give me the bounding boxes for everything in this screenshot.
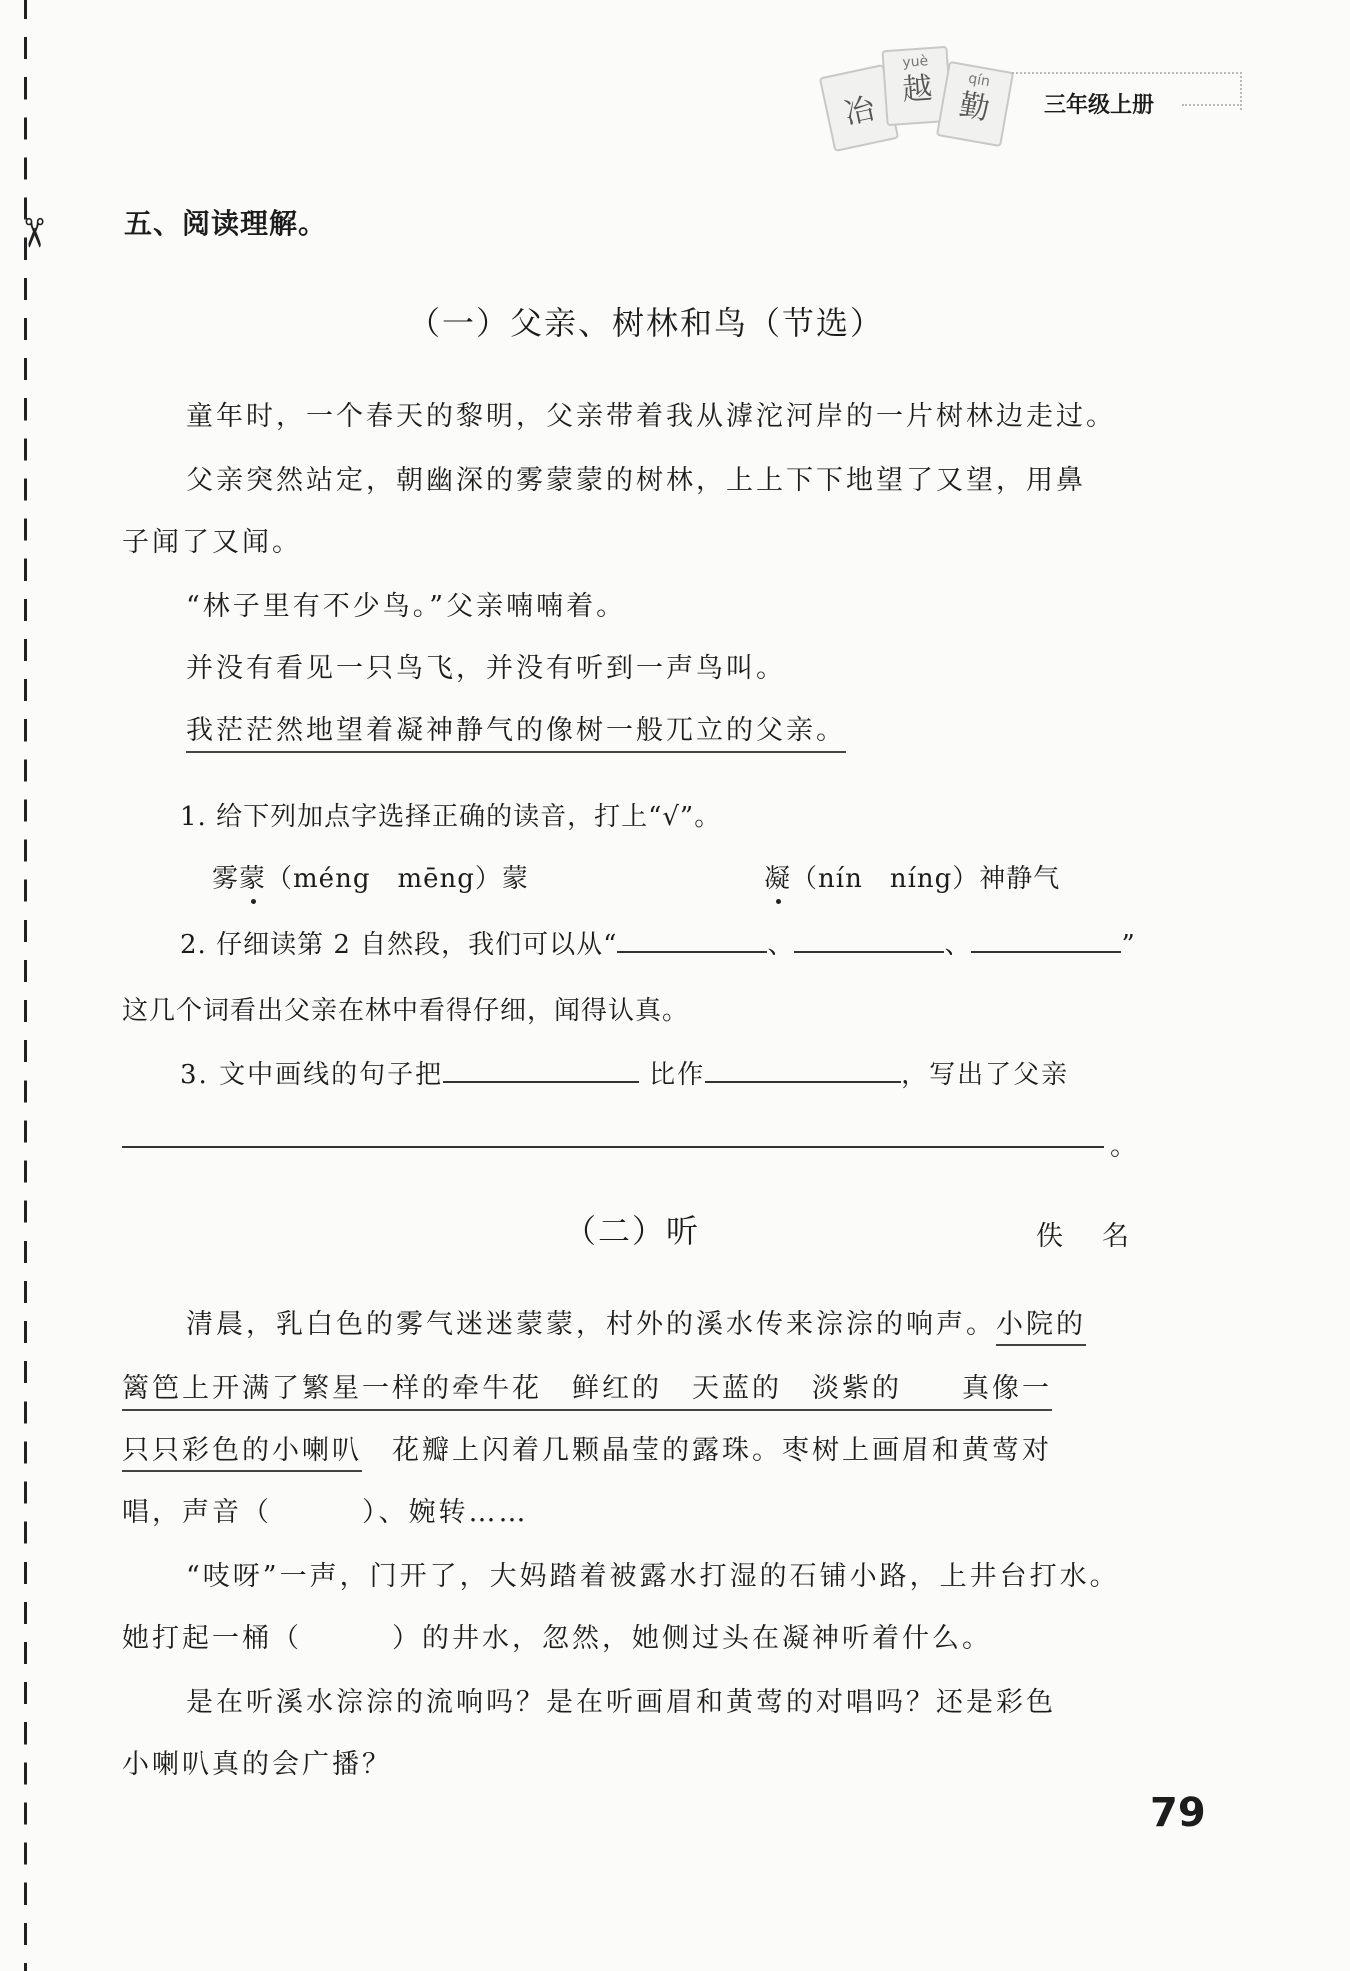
logo-card: yuè 越 bbox=[881, 46, 952, 126]
underlined-sentence: 我茫茫然地望着凝神静气的像树一般兀立的父亲。 bbox=[186, 708, 846, 753]
series-logo bbox=[826, 40, 1016, 160]
underlined-sentence: 篱笆上开满了繁星一样的牵牛花 鲜红的 天蓝的 淡紫的 真像一 bbox=[122, 1366, 1052, 1411]
answer-line[interactable] bbox=[122, 1146, 1104, 1148]
question-3: 3. 文中画线的句子把 比作 ，写出了父亲 bbox=[180, 1060, 1070, 1090]
story1-paragraph: 父亲突然站定，朝幽深的雾蒙蒙的树林，上上下下地望了又望，用鼻 bbox=[186, 465, 1086, 496]
story1-title: （一）父亲、树林和鸟（节选） bbox=[408, 304, 885, 342]
story1-paragraph: “林子里有不少鸟。”父亲喃喃着。 bbox=[186, 591, 627, 622]
cut-line bbox=[24, 0, 27, 1971]
story2-paragraph: 她打起一桶（ ）的井水，忽然，她侧过头在凝神听着什么。 bbox=[122, 1623, 992, 1654]
answer-blank[interactable] bbox=[617, 929, 767, 953]
logo-card: 冶 bbox=[819, 64, 899, 152]
answer-blank[interactable] bbox=[443, 1059, 639, 1083]
story2-paragraph: 唱，声音（ ）、婉转…… bbox=[122, 1497, 529, 1528]
answer-period: 。 bbox=[1110, 1131, 1140, 1162]
scissors-icon: ✂ bbox=[9, 216, 56, 250]
answer-blank[interactable] bbox=[705, 1059, 901, 1083]
grade-label: 三年级上册 bbox=[1044, 93, 1155, 118]
story1-paragraph: 并没有看见一只鸟飞，并没有听到一声鸟叫。 bbox=[186, 653, 786, 684]
question-1: 1. 给下列加点字选择正确的读音，打上“√”。 bbox=[180, 802, 722, 832]
question-1-option-b: 凝（nín níng）神静气 bbox=[764, 864, 1061, 894]
question-2-continuation: 这几个词看出父亲在林中看得仔细，闻得认真。 bbox=[122, 996, 690, 1026]
story2-title: （二）听 bbox=[564, 1212, 701, 1250]
page-number: 79 bbox=[1150, 1790, 1206, 1836]
story2-author: 佚 名 bbox=[1036, 1221, 1135, 1252]
story2-paragraph: 清晨，乳白色的雾气迷迷蒙蒙，村外的溪水传来淙淙的响声。小院的 bbox=[186, 1302, 1086, 1341]
story2-paragraph: 小喇叭真的会广播？ bbox=[122, 1749, 392, 1780]
story1-paragraph: 童年时，一个春天的黎明，父亲带着我从滹沱河岸的一片树林边走过。 bbox=[186, 401, 1116, 432]
logo-card: qín 勤 bbox=[936, 61, 1014, 147]
story2-paragraph: 是在听溪水淙淙的流响吗？是在听画眉和黄莺的对唱吗？还是彩色 bbox=[186, 1687, 1056, 1718]
story1-paragraph: 子闻了又闻。 bbox=[122, 527, 302, 558]
section-title: 五、阅读理解。 bbox=[124, 207, 328, 240]
question-1-option-a: 雾蒙（méng mēng）蒙 bbox=[212, 864, 529, 894]
question-2: 2. 仔细读第 2 自然段，我们可以从“ 、 、 ” bbox=[180, 930, 1136, 960]
story2-paragraph: “吱呀”一声，门开了，大妈踏着被露水打湿的石铺小路，上井台打水。 bbox=[186, 1561, 1120, 1592]
grade-dots bbox=[1182, 104, 1242, 106]
answer-blank[interactable] bbox=[971, 929, 1121, 953]
answer-blank[interactable] bbox=[794, 929, 944, 953]
story2-paragraph: 只只彩色的小喇叭 花瓣上闪着几颗晶莹的露珠。枣树上画眉和黄莺对 bbox=[122, 1428, 1052, 1467]
